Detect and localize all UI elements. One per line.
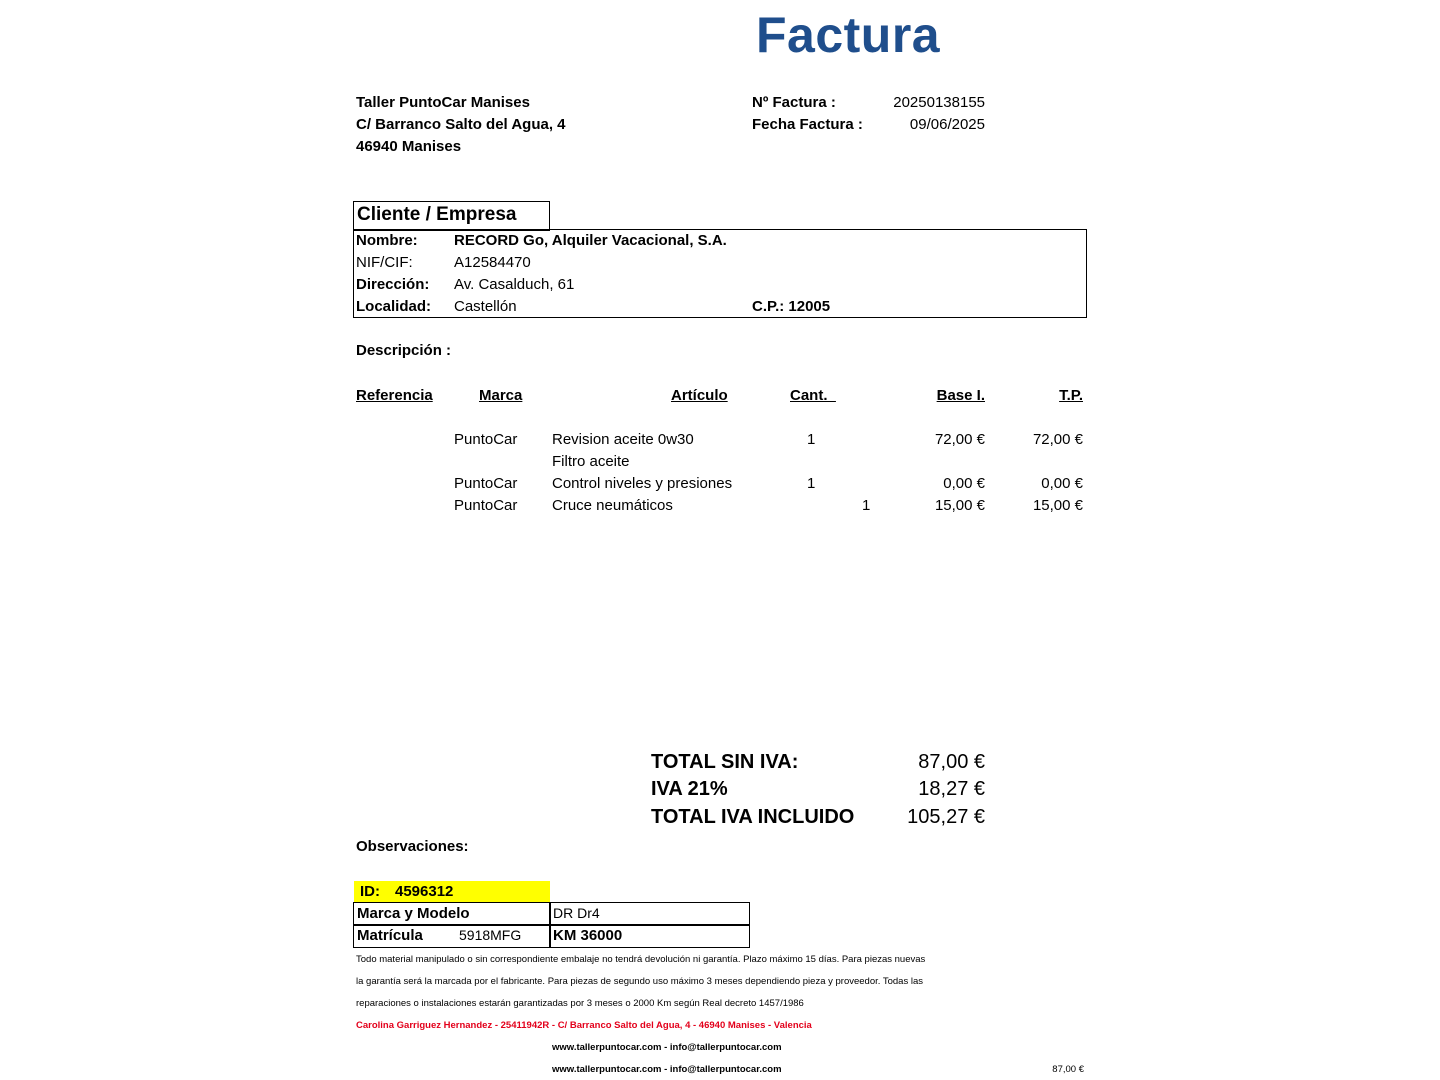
row-total: 15,00 €: [1032, 497, 1083, 514]
footer-web-1[interactable]: www.tallerpuntocar.com - info@tallerpuntocar.com: [552, 1042, 782, 1053]
invoice-number: 20250138155: [893, 94, 985, 111]
row-article: Revision aceite 0w30: [552, 431, 694, 448]
col-header-base: Base I.: [936, 387, 985, 404]
total-label: TOTAL IVA INCLUIDO: [651, 806, 855, 828]
vehicle-id: 4596312: [395, 883, 454, 900]
client-address-label: Dirección:: [356, 276, 430, 293]
client-nif-label: NIF/CIF:: [356, 254, 413, 271]
row-brand: PuntoCar: [454, 497, 518, 514]
invoice-date-label: Fecha Factura :: [752, 116, 863, 133]
row-article: Control niveles y presiones: [552, 475, 733, 492]
total-value: 105,27 €: [907, 806, 985, 828]
footer-page-total: 87,00 €: [1052, 1064, 1084, 1075]
vehicle-id-label: ID:: [360, 883, 380, 900]
vehicle-km: KM 36000: [553, 927, 623, 944]
footer-web-2[interactable]: www.tallerpuntocar.com - info@tallerpuntocar.com: [552, 1064, 782, 1075]
row-quantity: 1: [807, 431, 816, 448]
col-header-total: T.P.: [1059, 387, 1083, 404]
issuer-name: Taller PuntoCar Manises: [356, 94, 530, 111]
row-base: 0,00 €: [943, 475, 985, 492]
vat-value: 18,27 €: [918, 778, 985, 800]
invoice-number-label: Nº Factura :: [752, 94, 836, 111]
legal-line-3: reparaciones o instalaciones estarán garantizadas por 3 meses o 2000 Km según Real decreto 1457/1986: [356, 998, 804, 1009]
row-brand: PuntoCar: [454, 475, 518, 492]
row-total: 72,00 €: [1032, 431, 1083, 448]
vehicle-model: DR Dr4: [553, 905, 600, 921]
observations-label: Observaciones:: [356, 838, 469, 855]
col-header-quantity: Cant._: [790, 387, 836, 404]
col-header-reference: Referencia: [356, 387, 433, 404]
row-base: 72,00 €: [934, 431, 985, 448]
invoice-title: Factura: [756, 7, 941, 63]
description-label: Descripción :: [356, 342, 452, 359]
issuer-street: C/ Barranco Salto del Agua, 4: [356, 116, 566, 133]
footer-company: Carolina Garriguez Hernandez - 25411942R - C/ Barranco Salto del Agua, 4 - 46940 Manises - Valencia: [356, 1020, 812, 1031]
vehicle-plate-label: Matrícula: [357, 927, 423, 944]
vehicle-box-column-divider: [549, 902, 551, 948]
row-total: 0,00 €: [1041, 475, 1083, 492]
client-nif: A12584470: [454, 254, 531, 271]
client-header: Cliente / Empresa: [357, 204, 517, 225]
client-name: RECORD Go, Alquiler Vacacional, S.A.: [454, 232, 727, 249]
row-article: Cruce neumáticos: [552, 497, 673, 514]
invoice-date: 09/06/2025: [909, 116, 985, 133]
client-address: Av. Casalduch, 61: [454, 276, 575, 293]
subtotal-label: TOTAL SIN IVA:: [651, 751, 799, 773]
vehicle-plate: 5918MFG: [459, 927, 522, 943]
vehicle-model-label: Marca y Modelo: [357, 905, 470, 922]
row-brand: PuntoCar: [454, 431, 518, 448]
col-header-article: Artículo: [671, 387, 728, 404]
vat-label: IVA 21%: [651, 778, 728, 800]
row-base: 15,00 €: [934, 497, 985, 514]
row-quantity: 1: [862, 497, 871, 514]
col-header-brand: Marca: [479, 387, 523, 404]
legal-line-2: la garantía será la marcada por el fabricante. Para piezas de segundo uso máximo 3 meses dependiendo pieza y proveedor. Todas las: [356, 976, 924, 987]
client-locality: Castellón: [454, 298, 517, 315]
vehicle-box-divider: [353, 924, 750, 926]
issuer-city: 46940 Manises: [356, 138, 462, 155]
client-name-label: Nombre:: [356, 232, 418, 249]
client-locality-label: Localidad:: [356, 298, 432, 315]
row-quantity: 1: [807, 475, 816, 492]
legal-line-1: Todo material manipulado o sin correspondiente embalaje no tendrá devolución ni garantía. Plazo máximo 15 días. Para piezas nuevas: [356, 954, 926, 965]
subtotal-value: 87,00 €: [918, 751, 985, 773]
row-article: Filtro aceite: [552, 453, 630, 470]
client-postal-code: C.P.: 12005: [752, 298, 831, 315]
